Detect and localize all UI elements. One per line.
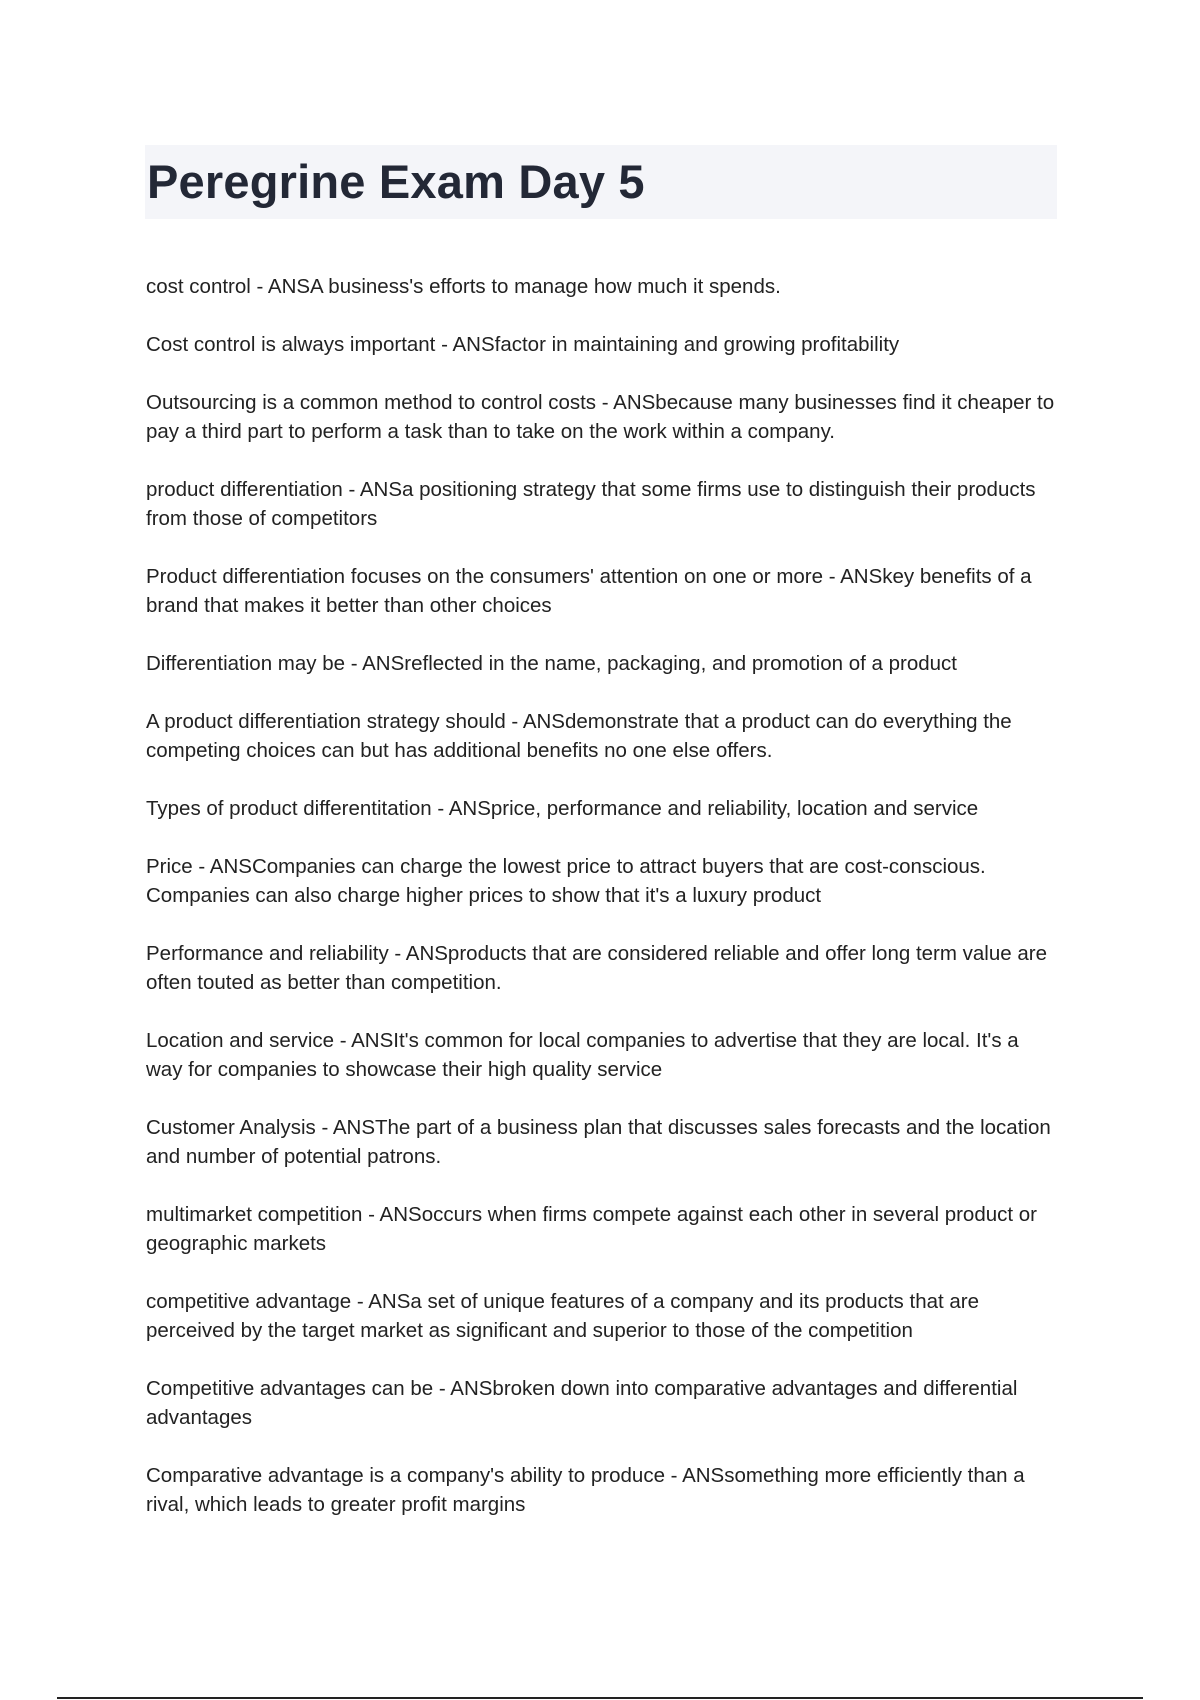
qa-entry-3: Outsourcing is a common method to control costs - ANSbecause many businesses find it cheaper to pay a third part to perform a task than to take on the work within a company. — [146, 391, 1055, 443]
qa-entry-14: competitive advantage - ANSa set of unique features of a company and its products that are perceived by the target market as significant and superior to those of the competition — [146, 1290, 980, 1342]
qa-entry-1: cost control - ANSA business's efforts to manage how much it spends. — [146, 275, 781, 298]
qa-entry-12: Customer Analysis - ANSThe part of a business plan that discusses sales forecasts and the location and number of potential patrons. — [146, 1116, 1051, 1168]
qa-entry-16: Comparative advantage is a company's ability to produce - ANSsomething more efficiently than a rival, which leads to greater profit margins — [146, 1464, 1025, 1516]
qa-entry-10: Performance and reliability - ANSproducts that are considered reliable and offer long term value are often touted as better than competition. — [146, 942, 1047, 994]
qa-entry-15: Competitive advantages can be - ANSbroken down into comparative advantages and differential advantages — [146, 1377, 1018, 1429]
title-band — [145, 145, 1057, 219]
qa-entry-11: Location and service - ANSIt's common for local companies to advertise that they are local. It's a way for companies to showcase their high quality service — [146, 1029, 1019, 1081]
qa-entry-2: Cost control is always important - ANSfactor in maintaining and growing profitability — [146, 333, 900, 356]
qa-entry-7: A product differentiation strategy should - ANSdemonstrate that a product can do everything the competing choices can but has additional benefits no one else offers. — [146, 710, 1012, 762]
qa-entry-5: Product differentiation focuses on the consumers' attention on one or more - ANSkey benefits of a brand that makes it better than other choices — [146, 565, 1032, 617]
qa-list — [146, 272, 1056, 1548]
footer-divider — [57, 1697, 1143, 1699]
qa-entry-6: Differentiation may be - ANSreflected in the name, packaging, and promotion of a product — [146, 652, 957, 675]
qa-entry-4: product differentiation - ANSa positioning strategy that some firms use to distinguish their products from those of competitors — [146, 478, 1036, 530]
qa-entry-9: Price - ANSCompanies can charge the lowest price to attract buyers that are cost-conscious. Companies can also charge higher prices to show that it's a luxury product — [146, 855, 986, 907]
qa-entry-8: Types of product differentitation - ANSprice, performance and reliability, location and service — [146, 797, 979, 820]
page-title: Peregrine Exam Day 5 — [147, 155, 645, 208]
qa-entry-13: multimarket competition - ANSoccurs when firms compete against each other in several product or geographic markets — [146, 1203, 1037, 1255]
